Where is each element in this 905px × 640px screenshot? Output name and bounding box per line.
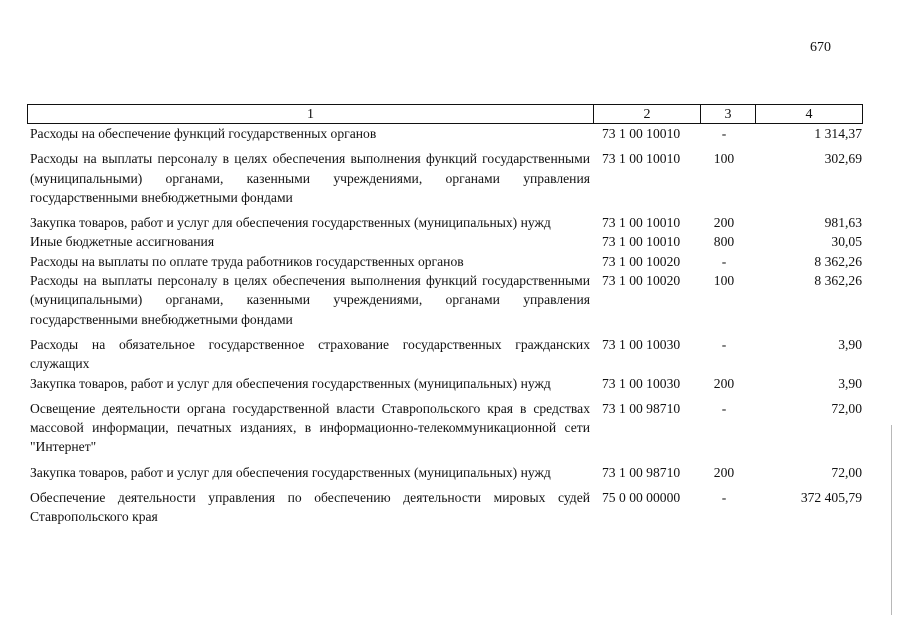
table-row bbox=[30, 213, 862, 232]
row-code: 73 1 00 10020 bbox=[602, 273, 681, 289]
header-col-2: 2 bbox=[594, 105, 701, 123]
row-amount: 302,69 bbox=[824, 151, 862, 167]
row-type: 100 bbox=[713, 273, 735, 289]
scan-edge-line bbox=[891, 425, 892, 615]
row-name: Расходы на обязательное государственное страхование государственных гражданских служащих bbox=[30, 336, 590, 372]
row-name: Расходы на выплаты персоналу в целях обеспечения выполнения функций государственными (муниципальными) органами, казенными учреждениями, органами управления государственными внебюджетными фондами bbox=[30, 151, 590, 205]
table-row bbox=[30, 271, 862, 329]
row-type: - bbox=[721, 253, 727, 269]
row-amount: 30,05 bbox=[831, 234, 862, 250]
row-type: - bbox=[721, 400, 727, 416]
header-col-1: 1 bbox=[28, 105, 594, 123]
table-row bbox=[30, 335, 862, 374]
table-row bbox=[30, 252, 862, 271]
row-type: 800 bbox=[713, 234, 735, 250]
table-row bbox=[30, 374, 862, 393]
row-type: - bbox=[721, 490, 727, 506]
table-header bbox=[27, 104, 863, 124]
row-name: Обеспечение деятельности управления по обеспечению деятельности мировых судей Ставропольского края bbox=[30, 490, 590, 525]
row-amount: 8 362,26 bbox=[814, 273, 862, 289]
table-row bbox=[30, 124, 862, 143]
row-code: 73 1 00 10020 bbox=[602, 253, 681, 269]
row-code: 75 0 00 00000 bbox=[602, 490, 681, 506]
row-code: 73 1 00 10030 bbox=[602, 375, 681, 391]
row-amount: 3,90 bbox=[838, 336, 862, 352]
row-name: Закупка товаров, работ и услуг для обеспечения государственных (муниципальных) нужд bbox=[30, 215, 551, 231]
row-amount: 981,63 bbox=[824, 215, 862, 231]
row-name: Закупка товаров, работ и услуг для обеспечения государственных (муниципальных) нужд bbox=[30, 464, 551, 480]
row-code: 73 1 00 10010 bbox=[602, 126, 681, 141]
row-code: 73 1 00 10030 bbox=[602, 336, 681, 352]
table-row bbox=[30, 488, 862, 527]
row-name: Расходы на выплаты по оплате труда работников государственных органов bbox=[30, 253, 464, 269]
row-type: 200 bbox=[713, 464, 735, 480]
row-name: Закупка товаров, работ и услуг для обеспечения государственных (муниципальных) нужд bbox=[30, 375, 551, 391]
row-amount: 72,00 bbox=[831, 400, 862, 416]
table-row bbox=[30, 232, 862, 251]
header-col-3: 3 bbox=[701, 105, 756, 123]
row-name: Расходы на обеспечение функций государственных органов bbox=[30, 126, 377, 141]
row-name: Освещение деятельности органа государственной власти Ставропольского края в средствах массовой информации, печатных изданиях, в информационно-телекоммуникационной сети "Интернет" bbox=[30, 400, 590, 455]
row-code: 73 1 00 98710 bbox=[602, 464, 681, 480]
row-type: 200 bbox=[713, 375, 735, 391]
table-row bbox=[30, 463, 862, 482]
row-amount: 1 314,37 bbox=[814, 126, 862, 141]
row-code: 73 1 00 10010 bbox=[602, 215, 681, 231]
table-body bbox=[30, 124, 862, 527]
row-amount: 8 362,26 bbox=[814, 253, 862, 269]
row-amount: 3,90 bbox=[838, 375, 862, 391]
row-type: - bbox=[721, 126, 727, 141]
row-amount: 72,00 bbox=[831, 464, 862, 480]
row-amount: 372 405,79 bbox=[800, 490, 862, 506]
row-name: Иные бюджетные ассигнования bbox=[30, 234, 215, 250]
header-col-4: 4 bbox=[805, 107, 813, 122]
row-code: 73 1 00 10010 bbox=[602, 151, 681, 167]
row-type: 200 bbox=[713, 215, 735, 231]
row-code: 73 1 00 98710 bbox=[602, 400, 681, 416]
page-number: 670 bbox=[810, 40, 831, 55]
row-type: - bbox=[721, 336, 727, 352]
row-name: Расходы на выплаты персоналу в целях обеспечения выполнения функций государственными (муниципальными) органами, казенными учреждениями, органами управления государственными внебюджетными фондами bbox=[30, 273, 590, 327]
row-code: 73 1 00 10010 bbox=[602, 234, 681, 250]
row-type: 100 bbox=[713, 151, 735, 167]
table-row bbox=[30, 149, 862, 207]
table-row bbox=[30, 399, 862, 457]
